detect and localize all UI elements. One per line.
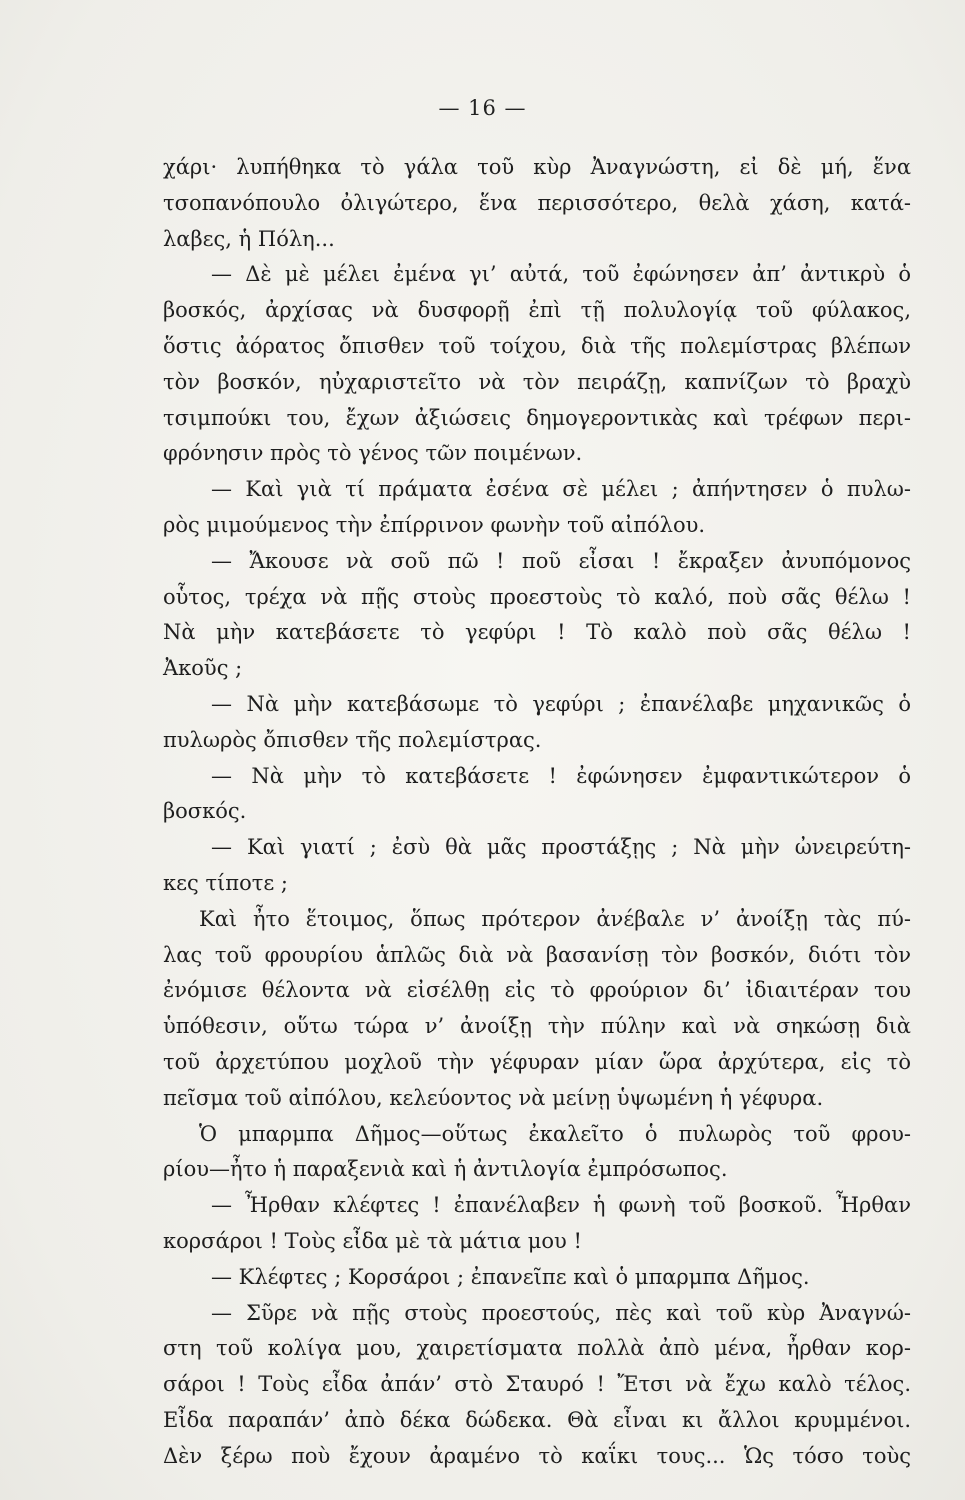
text-line: Καὶ ἦτο ἕτοιμος, ὅπως πρότερον ἀνέβαλε ν’ ἀνοίξῃ τὰς πύ- [199, 906, 911, 931]
text-line: σάροι ! Τοὺς εἶδα ἀπάν’ στὸ Σταυρό ! Ἔτσι νὰ ἔχω καλὸ τέλος. [163, 1372, 911, 1397]
text-line: τὸν βοσκόν, ηὐχαριστεῖτο νὰ τὸν πειράζῃ, καπνίζων τὸ βραχὺ [163, 369, 911, 394]
text-line: λαβες, ἡ Πόλη... [163, 226, 335, 251]
text-line: ὅστις ἀόρατος ὄπισθεν τοῦ τοίχου, διὰ τῆς πολεμίστρας βλέπων [163, 333, 911, 358]
text-line: πεῖσμα τοῦ αἰπόλου, κελεύοντος νὰ μείνῃ ὑψωμένη ἡ γέφυρα. [163, 1085, 824, 1110]
text-line: τσιμπούκι του, ἔχων ἀξιώσεις δημογεροντικὰς καὶ τρέφων περι- [163, 405, 911, 430]
text-line: οὗτος, τρέχα νὰ πῇς στοὺς προεστοὺς τὸ καλό, ποὺ σᾶς θέλω ! [163, 584, 911, 609]
text-line: πυλωρὸς ὄπισθεν τῆς πολεμίστρας. [163, 727, 542, 752]
text-line: φρόνησιν πρὸς τὸ γένος τῶν ποιμένων. [163, 441, 583, 466]
text-line: — Σῦρε νὰ πῇς στοὺς προεστούς, πὲς καὶ τοῦ κὺρ Ἀναγνώ- [211, 1300, 911, 1325]
text-line: τοῦ ἀρχετύπου μοχλοῦ τὴν γέφυραν μίαν ὥρα ἀρχύτερα, εἰς τὸ [163, 1049, 911, 1074]
text-line: στη τοῦ κολίγα μου, χαιρετίσματα πολλὰ ἀπὸ μένα, ἦρθαν κορ- [163, 1336, 911, 1361]
text-line: βοσκός. [163, 799, 247, 824]
text-line: — Κλέφτες ; Κορσάροι ; ἐπανεῖπε καὶ ὁ μπαρμπα Δῆμος. [211, 1264, 810, 1289]
text-line: βοσκός, ἀρχίσας νὰ δυσφορῇ ἐπὶ τῇ πολυλογίᾳ τοῦ φύλακος, [163, 298, 911, 323]
text-line: ἐνόμισε θέλοντα νὰ εἰσέλθῃ εἰς τὸ φρούριον δι’ ἰδιαιτέραν του [163, 978, 911, 1003]
text-line: — Ἄκουσε νὰ σοῦ πῶ ! ποῦ εἶσαι ! ἔκραξεν ἀνυπόμονος [211, 548, 911, 573]
text-line: Νὰ μὴν κατεβάσετε τὸ γεφύρι ! Τὸ καλὸ ποὺ σᾶς θέλω ! [163, 620, 911, 645]
text-line: κες τίποτε ; [163, 870, 288, 895]
text-line: — Νὰ μὴν κατεβάσωμε τὸ γεφύρι ; ἐπανέλαβε μηχανικῶς ὁ [211, 691, 911, 716]
text-line: — Καὶ γιὰ τί πράματα ἐσένα σὲ μέλει ; ἀπήντησεν ὁ πυλω- [211, 477, 911, 502]
body-text [163, 150, 911, 1474]
text-line: χάρι· λυπήθηκα τὸ γάλα τοῦ κὺρ Ἀναγνώστη, εἰ δὲ μή, ἕνα [163, 155, 911, 179]
text-line: κορσάροι ! Τοὺς εἶδα μὲ τὰ μάτια μου ! [163, 1228, 582, 1253]
text-line: — Νὰ μὴν τὸ κατεβάσετε ! ἐφώνησεν ἐμφαντικώτερον ὁ [211, 763, 911, 788]
page-number: — 16 — [438, 96, 527, 120]
text-line: λας τοῦ φρουρίου ἁπλῶς διὰ νὰ βασανίσῃ τὸν βοσκόν, διότι τὸν [163, 942, 911, 967]
text-line: — Ἦρθαν κλέφτες ! ἐπανέλαβεν ἡ φωνὴ τοῦ βοσκοῦ. Ἦρθαν [211, 1193, 911, 1218]
text-line: Ὁ μπαρμπα Δῆμος—οὕτως ἐκαλεῖτο ὁ πυλωρὸς τοῦ φρου- [199, 1121, 911, 1146]
text-line: Ἀκοῦς ; [163, 656, 243, 681]
text-line: ρὸς μιμούμενος τὴν ἐπίρρινον φωνὴν τοῦ αἰπόλου. [163, 512, 706, 537]
text-line: Δὲν ξέρω ποὺ ἔχουν ἀραμένο τὸ καΐκι τους... Ὡς τόσο τοὺς [163, 1443, 911, 1468]
text-line: ρίου—ἦτο ἡ παραξενιὰ καὶ ἡ ἀντιλογία ἐμπρόσωπος. [163, 1157, 728, 1182]
text-line: — Δὲ μὲ μέλει ἐμένα γι’ αὐτά, τοῦ ἐφώνησεν ἀπ’ ἀντικρὺ ὁ [211, 262, 911, 287]
text-line: — Καὶ γιατί ; ἐσὺ θὰ μᾶς προστάξῃς ; Νὰ μὴν ὠνειρεύτη- [211, 835, 911, 860]
text-line: τσοπανόπουλο ὀλιγώτερο, ἕνα περισσότερο, θελὰ χάση, κατά- [163, 190, 911, 215]
text-line: ὑπόθεσιν, οὕτω τώρα ν’ ἀνοίξῃ τὴν πύλην καὶ νὰ σηκώσῃ διὰ [163, 1014, 911, 1039]
text-line: Εἶδα παραπάν’ ἀπὸ δέκα δώδεκα. Θὰ εἶναι κι ἄλλοι κρυμμένοι. [163, 1407, 911, 1432]
